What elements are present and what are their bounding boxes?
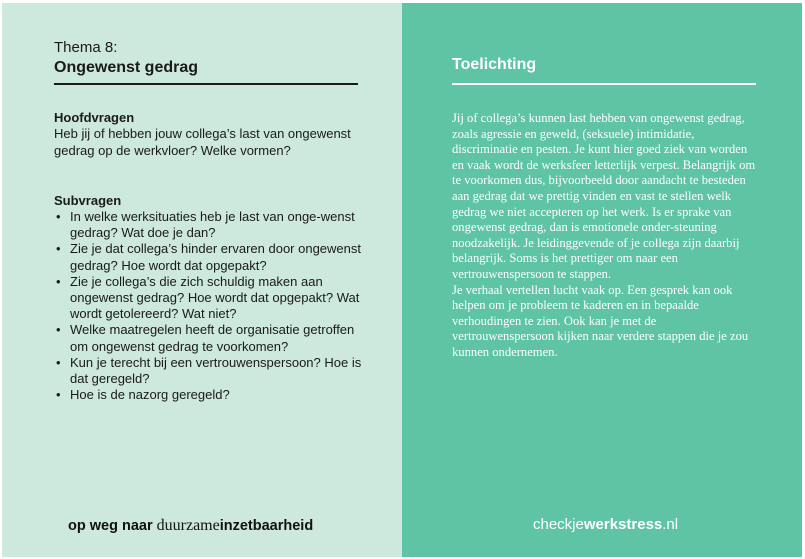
title-divider bbox=[54, 83, 358, 85]
sub-questions-list bbox=[54, 209, 364, 403]
explanation-page bbox=[402, 3, 802, 557]
list-item: • Zie je collega’s die zich schuldig maken aan ongewenst gedrag? Hoe wordt dat opgepakt? Wat wordt getolereerd? Wat niet? bbox=[54, 274, 364, 323]
explanation-text bbox=[452, 111, 760, 361]
website-footer bbox=[533, 516, 678, 534]
explanation-paragraph: Je verhaal vertellen lucht vaak op. Een gesprek kan ook helpen om je probleem te kaderen en in bepaalde verhoudingen te zien. Ook kan je met de vertrouwenspersoon kijken naar verdere stappen die je zou kunnen ondernemen. bbox=[452, 282, 749, 359]
main-questions-text: Heb jij of hebben jouw collega’s last van ongewenst gedrag op de werkvloer? Welke vormen? bbox=[54, 126, 351, 158]
list-item: • Zie je dat collega’s hinder ervaren door ongewenst gedrag? Hoe wordt dat opgepakt? bbox=[54, 241, 364, 273]
theme-number: Thema 8: bbox=[54, 39, 118, 56]
brand-footer-part2: duurzame bbox=[156, 517, 220, 534]
brand-footer-part3: inzetbaarheid bbox=[219, 518, 314, 534]
explanation-paragraph: Jij of collega’s kunnen last hebben van ongewenst gedrag, zoals agressie en geweld, (seksuele) intimidatie, discriminatie en pesten. Je kunt hier goed ziek van worden en vaak wordt de werksfeer letterlijk verpest. Belangrijk om te voorkomen dus, bijvoorbeeld door aandacht te besteden aan gedrag dat we prettig vinden en vast te stellen welk gedrag we niet accepteren op het werk. Is er sprake van ongewenst gedrag, dan is emotionele onder-steuning noodzakelijk. Je leidinggevende of je collega zijn daarbij belangrijk. Soms is het prettiger om naar een vertrouwenspersoon te stappen. bbox=[452, 111, 756, 281]
list-item: • Hoe is de nazorg geregeld? bbox=[54, 387, 364, 403]
brand-footer bbox=[68, 517, 313, 535]
website-footer-part1: checkje bbox=[533, 516, 584, 533]
main-questions-heading: Hoofdvragen bbox=[54, 110, 135, 125]
sub-questions-heading: Subvragen bbox=[54, 193, 122, 208]
list-item: • In welke werksituaties heb je last van onge-wenst gedrag? Wat doe je dan? bbox=[54, 209, 364, 241]
explanation-divider bbox=[452, 83, 756, 85]
card-spread bbox=[2, 3, 802, 557]
brand-footer-part1: op weg naar bbox=[68, 518, 157, 534]
website-footer-part3: .nl bbox=[662, 516, 679, 533]
website-footer-part2: werkstress bbox=[583, 516, 663, 533]
list-item: • Kun je terecht bij een vertrouwenspersoon? Hoe is dat geregeld? bbox=[54, 355, 364, 387]
explanation-title: Toelichting bbox=[452, 56, 537, 73]
theme-title: Ongewenst gedrag bbox=[54, 59, 199, 76]
list-item: • Welke maatregelen heeft de organisatie getroffen om ongewenst gedrag te voorkomen? bbox=[54, 322, 364, 354]
question-page bbox=[2, 3, 402, 557]
